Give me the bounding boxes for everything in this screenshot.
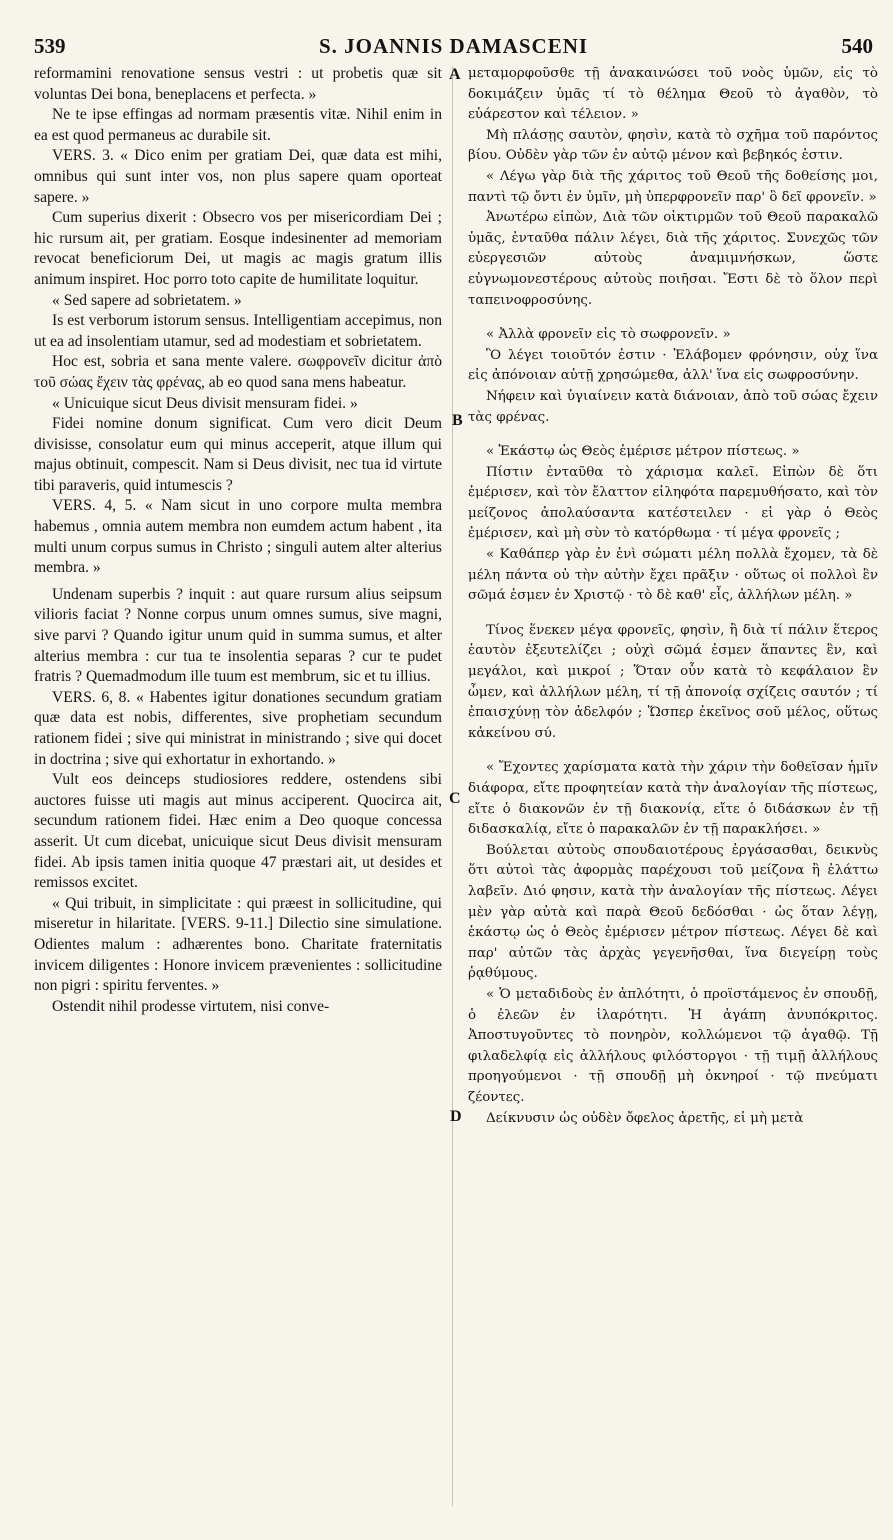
column-divider [452,66,453,1506]
greek-column [468,64,878,1129]
greek-paragraph: « Ἔχοντες χαρίσματα κατὰ τὴν χάριν τὴν δοθεῖσαν ἡμῖν διάφορα, εἴτε προφητείαν κατὰ τὴν ἀναλογίαν τῆς πίστεως, εἴτε ὁ διακονῶν ἐν τῇ διακονίᾳ, εἴτε ὁ διδάσκων ἐν τῇ διδασκαλίᾳ, εἴτε ὁ παρακαλῶν ἐν τῇ παρακλήσει. » [468,760,878,838]
latin-paragraph: Undenam superbis ? inquit : aut quare rursum alius seipsum vilioris faciat ? Nonne corpus unum omnes sumus, sive magni, sive parvi ? Quando igitur unum quid in summa sumus, et alter alterius membra : cur tua te insolentia separas ? cur te pudet fratris ? Quemadmodum ille tuum est membrum, sic et tu illius. [34,585,442,686]
latin-paragraph: Ostendit nihil prodesse virtutem, nisi conve- [52,997,330,1015]
greek-paragraph: « Καθάπερ γὰρ ἐν ἑνὶ σώματι μέλη πολλὰ ἔχομεν, τὰ δὲ μέλη πάντα οὐ τὴν αὐτὴν ἔχει πρᾶξιν · οὕτως οἱ πολλοὶ ἓν σῶμά ἐσμεν ἐν Χριστῷ · τὸ δὲ καθ' εἷς, ἀλλήλων μέλη. » [468,547,878,604]
latin-paragraph: Ne te ipse effingas ad normam præsentis vitæ. Nihil enim in ea est quod permaneus ac durabile sit. [34,106,442,144]
latin-paragraph: « Unicuique sicut Deus divisit mensuram fidei. » [52,394,358,412]
greek-paragraph: Ὃ λέγει τοιοῦτόν ἐστιν · Ἐλάβομεν φρόνησιν, οὐχ ἵνα εἰς ἀπόνοιαν αὐτῇ χρησώμεθα, ἀλλ' ἵνα εἰς σωφροσύνην. [468,347,878,384]
latin-paragraph: Cum superius dixerit : Obsecro vos per misericordiam Dei ; hic rursum ait, per gratiam. Eosque indesinenter ad memoriam revocat beneficiorum Dei, ut magis ac magis gratum illis animum inspiret. Hoc porro toto capite de humilitate loquitur. [34,209,442,288]
greek-paragraph: Πίστιν ἐνταῦθα τὸ χάρισμα καλεῖ. Εἰπὼν δὲ ὅτι ἐμέρισεν, καὶ τὸν ἔλαττον εἰληφότα παρεμυθήσατο, καὶ τὸν μείζονος ἀπολαύσαντα κατέστειλεν · εἰ γὰρ ὁ Θεὸς ἐμέρισεν, καὶ μὴ σὺν τὸ κατόρθωμα · τί μέγα φρονεῖς ; [468,464,878,542]
latin-paragraph: VERS. 4, 5. « Nam sicut in uno corpore multa membra habemus , omnia autem membra non eumdem actum habent , ita multi unum corpus sumus in Christo ; singuli autem alter alterius membra. » [34,497,442,577]
greek-paragraph: Βούλεται αὐτοὺς σπουδαιοτέρους ἐργάσασθαι, δεικνὺς ὅτι αὐτοὶ τὰς ἀφορμὰς παρέχουσι τοῦ μείζονα ἢ ἐλάττω λαβεῖν. Διό φησιν, κατὰ τὴν ἀναλογίαν τῆς πίστεως. Λέγει μὲν γὰρ αὐτὰ καὶ παρὰ Θεοῦ δεδόσθαι · ὡς ὅταν λέγῃ, ἑκάστῳ ὡς ὁ Θεὸς ἐμέρισεν μέτρον πίστεως. Λέγει δὲ καὶ παρ' αὐτῶν τὰς ἀρχὰς γεγενῆσθαι, ἵνα διεγείρῃ τοὺς ῥᾳθύμους. [468,842,878,982]
section-marker-c: C [449,790,461,807]
latin-paragraph: Is est verborum istorum sensus. Intelligentiam accepimus, non ut ea ad insolentiam utamur, sed ad modestiam et sobrietatem. [34,312,442,350]
greek-paragraph: « Ἀλλὰ φρονεῖν εἰς τὸ σωφρονεῖν. » [486,327,731,343]
latin-paragraph: Vult eos deinceps studiosiores reddere, ostendens sibi auctores fuisse uti magis aut minus acciperent. Quocirca ait, secundum rationem fidei. Hæc enim a Deo quoque concessa asserit. Ut cum dicebat, unicuique sicut Deus divisit mensuram fidei. Ab ipsis tamen initia quoque 47 præstari ait, ut desides et remissos excitet. [34,771,442,892]
greek-paragraph: Ἀνωτέρω εἰπὼν, Διὰ τῶν οἰκτιρμῶν τοῦ Θεοῦ παρακαλῶ ὑμᾶς, ἐνταῦθα πάλιν λέγει, διὰ τῆς χάριτος. Συνεχῶς τῶν εὐεργεσιῶν αὐτοὺς ἀναμιμνήσκων, ὥστε εὐγνωμονεστέρους αὐτοὺς ποιῆσαι. Ἔστι δὲ τὸ ὅλον περὶ ταπεινοφροσύνης. [468,210,878,308]
greek-paragraph: « Ἑκάστῳ ὡς Θεὸς ἐμέρισε μέτρον πίστεως. » [486,444,800,460]
latin-paragraph: Fidei nomine donum significat. Cum vero dicit Deum divisisse, consolatur eum qui minus acceperit, atque illum qui majus obtinuit, compescit. Nam si Deus divisit, nec tua id virtute tibi paraveris, quid intumescis ? [34,415,442,494]
latin-paragraph: VERS. 6, 8. « Habentes igitur donationes secundum gratiam quæ data est nobis, differentes, sive prophetiam secundum rationem fidei ; sive qui ministrat in ministrando ; sive qui docet in doctrina ; sive qui exhortatur in exhortando. » [34,688,442,768]
greek-paragraph: Δείκνυσιν ὡς οὐδὲν ὄφελος ἀρετῆς, εἰ μὴ μετὰ [486,1110,804,1126]
section-marker-d: D [450,1108,462,1125]
latin-column [34,64,442,1017]
greek-paragraph: Νήφειν καὶ ὑγιαίνειν κατὰ διάνοιαν, ἀπὸ τοῦ σώας ἔχειν τὰς φρένας. [468,388,878,425]
running-header [34,34,873,62]
greek-paragraph: μεταμορφοῦσθε τῇ ἀνακαινώσει τοῦ νοὸς ὑμῶν, εἰς τὸ δοκιμάζειν ὑμᾶς τί τὸ θέλημα Θεοῦ τὸ ἀγαθὸν, τὸ εὐάρεστον καὶ τέλειον. » [468,66,878,123]
greek-paragraph: « Ὁ μεταδιδοὺς ἐν ἁπλότητι, ὁ προϊστάμενος ἐν σπουδῇ, ὁ ἐλεῶν ἐν ἱλαρότητι. Ἡ ἀγάπη ἀνυπόκριτος. Ἀποστυγοῦντες τὸ πονηρὸν, κολλώμενοι τῷ ἀγαθῷ. Τῇ φιλαδελφίᾳ εἰς ἀλλήλους φιλόστοργοι · τῇ τιμῇ ἀλλήλους προηγούμενοι · τῇ σπουδῇ μὴ ὀκνηροί · τῷ πνεύματι ζέοντες. [468,986,878,1105]
section-marker-a: A [449,66,461,83]
greek-paragraph: Τίνος ἕνεκεν μέγα φρονεῖς, φησὶν, ἢ διὰ τί πάλιν ἕτερος ἑαυτὸν ἐξευτελίζει ; οὐχὶ σῶμά ἐσμεν ἅπαντες ἓν, καὶ μεγάλοι, καὶ μικροί ; Ὅταν οὖν κατὰ τὸ κεφάλαιον ἓν ὦμεν, καὶ ἀλλήλων μέλη, τί τῇ ἀπονοίᾳ σχίζεις σαυτόν ; τί ἐπαισχύνῃ τὸν ἀδελφόν ; Ὥσπερ ἐκεῖνος σοῦ μέλος, οὕτως κἀκείνου σύ. [468,622,878,741]
greek-paragraph: Μὴ πλάσῃς σαυτὸν, φησὶν, κατὰ τὸ σχῆμα τοῦ παρόντος βίου. Οὐδὲν γὰρ τῶν ἐν αὐτῷ μένον καὶ βεβηκός ἐστιν. [468,127,878,164]
greek-paragraph: « Λέγω γὰρ διὰ τῆς χάριτος τοῦ Θεοῦ τῆς δοθείσης μοι, παντὶ τῷ ὄντι ἐν ὑμῖν, μὴ ὑπερφρονεῖν παρ' ὃ δεῖ φρονεῖν. » [468,168,878,205]
latin-paragraph: Hoc est, sobria et sana mente valere. σωφρονεῖν dicitur ἀπὸ τοῦ σώας ἔχειν τὰς φρένας, ab eo quod sana mens habeatur. [34,353,442,391]
running-title: S. JOANNIS DAMASCENI [318,34,589,58]
section-marker-b: B [452,412,463,429]
page-number-left: 539 [34,34,66,58]
latin-paragraph: VERS. 3. « Dico enim per gratiam Dei, quæ data est mihi, omnibus qui sunt inter vos, non plus sapere quam oporteat sapere. » [34,147,442,206]
latin-paragraph: « Qui tribuit, in simplicitate : qui præest in sollicitudine, qui miseretur in hilaritate. [VERS. 9-11.] Dilectio sine simulatione. Odientes malum : adhærentes bono. Charitate fraternitatis invicem diligentes : Honore invicem prævenientes : sollicitudine non pigri : spiritu ferventes. » [34,894,442,995]
latin-paragraph: « Sed sapere ad sobrietatem. » [52,291,242,309]
latin-paragraph: reformamini renovatione sensus vestri : ut probetis quæ sit voluntas Dei bona, beneplacens et perfecta. » [34,65,442,103]
page-number-right: 540 [841,34,873,58]
